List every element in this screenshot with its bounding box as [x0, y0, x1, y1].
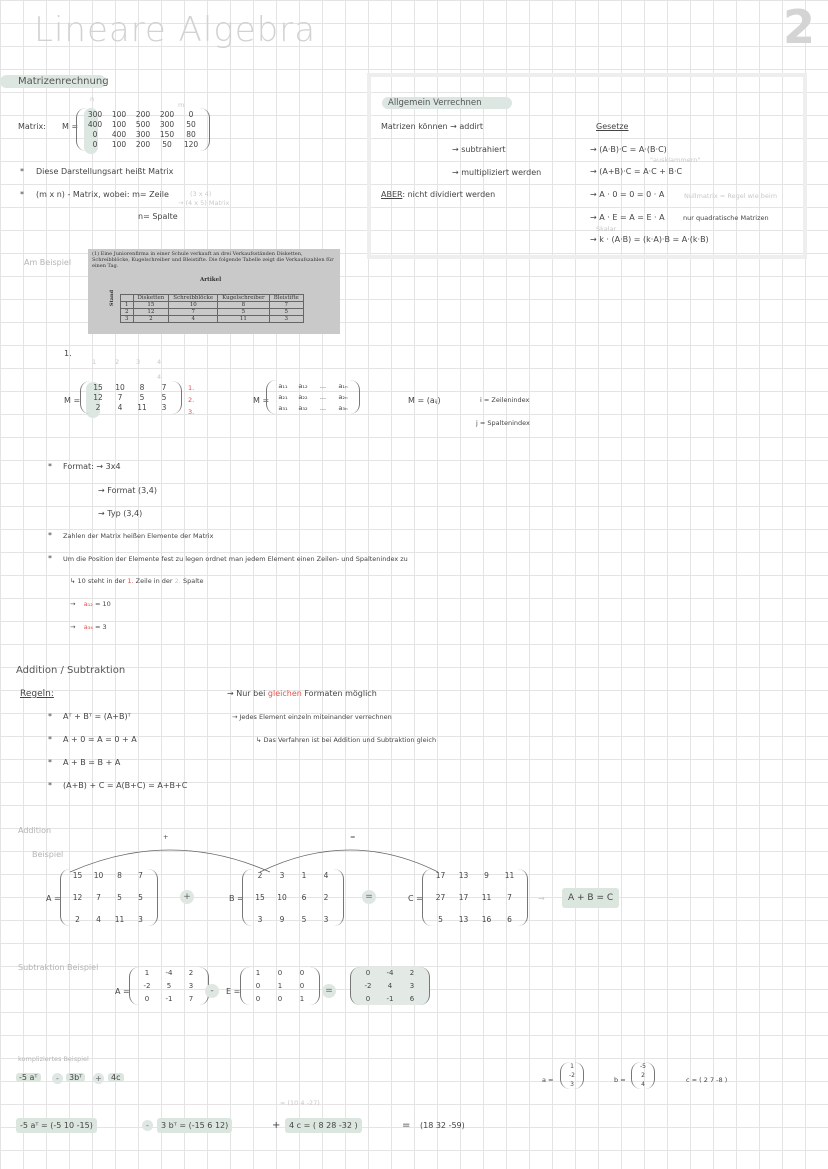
- col-num: 3: [136, 358, 141, 366]
- matrix-cell: a₃₁: [278, 404, 288, 412]
- bullet-mxn: (m x n) - Matrix, wobei: m= Zeile: [36, 190, 169, 199]
- matrix-cell: 2: [323, 893, 329, 902]
- addition-label: Addition: [18, 826, 52, 835]
- example-line: [70, 577, 204, 585]
- matrix-cell: 10: [277, 893, 287, 902]
- line-5a: -5 aᵀ = (-5 10 -15): [16, 1118, 97, 1133]
- matrix-cell: 11: [504, 871, 515, 880]
- vec-cell: -2: [569, 1072, 575, 1079]
- matrix-cell: 5: [139, 393, 145, 402]
- matrix-cell: -1: [386, 995, 394, 1003]
- matrix-cell: 1: [144, 969, 150, 977]
- matrix-cell: 0: [144, 995, 150, 1003]
- sales-matrix: [80, 381, 182, 414]
- plus-operator: +: [180, 890, 194, 904]
- matrix-a: [60, 869, 158, 926]
- table-cell: Disketten: [133, 295, 169, 302]
- matrix-cell: 9: [484, 871, 489, 880]
- matrix-cell: 7: [96, 893, 101, 902]
- note-verfahren: ↳ Das Verfahren ist bei Addition und Subtraktion gleich: [256, 736, 437, 744]
- matrix-cell: 5: [138, 893, 143, 902]
- matrix-cell: 17: [435, 871, 446, 880]
- matrix-cell: 7: [161, 383, 167, 392]
- matrix-a-label: A =: [46, 894, 61, 903]
- annotation-4x5: → (4 x 5) Matrix: [178, 199, 230, 207]
- annotation-intermediate: = (10 4 -27): [280, 1099, 320, 1107]
- matrix-cell: -2: [143, 982, 151, 990]
- matrix-cell: 300: [87, 110, 103, 119]
- matrix-cell: 120: [183, 140, 199, 149]
- page-title: Lineare Algebra: [34, 10, 317, 50]
- matrix-cell: 27: [435, 893, 446, 902]
- matrix-cell: 6: [301, 893, 307, 902]
- matrix-cell: 0: [92, 130, 98, 139]
- vec-cell: 3: [570, 1081, 574, 1088]
- matrix-cell: 500: [135, 120, 151, 129]
- matrix-cell: 4: [323, 871, 329, 880]
- arc-plus-label: +: [163, 833, 169, 841]
- matrix-cell: 0: [299, 982, 305, 990]
- matrix-cell: 8: [117, 871, 122, 880]
- minus-operator: -: [52, 1073, 63, 1084]
- matrix-cell: 5: [301, 915, 307, 924]
- equals-operator: =: [402, 1120, 411, 1131]
- row-num: 3.: [188, 408, 195, 416]
- bullet-star-icon: *: [48, 735, 52, 744]
- bullet-star-icon: *: [48, 554, 52, 563]
- table-cell: 5: [269, 309, 303, 316]
- final-result: (18 32 -59): [420, 1121, 465, 1130]
- table-row: [121, 316, 304, 323]
- matrix-cell: 0: [255, 982, 261, 990]
- matrix-cell: 5: [161, 393, 167, 402]
- matrix-cell: 3: [257, 915, 263, 924]
- table-cell: Bleistifte: [269, 295, 303, 302]
- matrix-b: [242, 869, 344, 926]
- table-cell: 7: [169, 309, 218, 316]
- aij-label: M = (aᵢⱼ): [408, 396, 441, 405]
- vec-cell: 2: [641, 1072, 645, 1079]
- matrix-cell: 11: [114, 915, 125, 924]
- matrix-cell: a₁₁: [278, 382, 288, 390]
- regeln-heading: Regeln:: [20, 689, 54, 699]
- matrix-cell: 10: [115, 383, 125, 392]
- matrix-cell: -1: [165, 995, 173, 1003]
- matrix-cell: 4: [117, 403, 123, 412]
- matrix-cell: 1: [277, 982, 283, 990]
- expr-5a: -5 aᵀ: [16, 1073, 41, 1082]
- minus-operator: -: [205, 984, 219, 998]
- table-row: [121, 295, 304, 302]
- matrix-example: [76, 108, 210, 151]
- matrix-cell: 100: [111, 120, 127, 129]
- table-row: [121, 309, 304, 316]
- arc-eq-label: =: [350, 833, 356, 841]
- scan-title: Artikel: [200, 277, 222, 283]
- page-number: 2: [783, 0, 816, 54]
- aber-label: ABER: [381, 190, 403, 199]
- matrix-cell: 8: [139, 383, 145, 392]
- example-text: Spalte: [182, 577, 204, 585]
- matrix-cell: 6: [409, 995, 415, 1003]
- matrix-cell: 150: [159, 130, 175, 139]
- sub-matrix-a: [129, 967, 209, 1005]
- bullet-star-icon: *: [48, 531, 52, 540]
- general-m-label: M =: [253, 396, 270, 405]
- minus-operator: -: [142, 1120, 153, 1131]
- bullet-elemente: Zahlen der Matrix heißen Elemente der Matrix: [63, 532, 214, 540]
- step-number: 1.: [64, 349, 72, 358]
- arrow-icon: →: [70, 623, 76, 631]
- matrix-cell: ...: [319, 404, 327, 412]
- table-cell: 3: [269, 316, 303, 323]
- regel-1: Aᵀ + Bᵀ = (A+B)ᵀ: [63, 712, 131, 721]
- matrix-cell: 17: [458, 893, 469, 902]
- scan-table: [120, 294, 304, 323]
- format-line: Format: → 3x4: [63, 462, 121, 471]
- table-cell: Kugelschreiber: [218, 295, 270, 302]
- matrix-cell: a₁₂: [298, 382, 308, 390]
- annotation-3x4: (3 x 4): [190, 190, 212, 198]
- matrix-cell: a₁ₙ: [338, 382, 348, 390]
- matrix-cell: 2: [188, 969, 194, 977]
- matrix-cell: a₃ₙ: [338, 404, 348, 412]
- matrix-cell: 16: [481, 915, 492, 924]
- section-heading-matrizenrechnung: Matrizenrechnung: [18, 76, 109, 87]
- example-col-num: 2.: [174, 577, 181, 585]
- allgemein-line4: [381, 190, 495, 199]
- vec-b-label: b =: [614, 1076, 626, 1084]
- matrix-cell: 6: [507, 915, 512, 924]
- gesetz-4: → A · E = A = E · A: [590, 213, 665, 222]
- gesetz-3: → A · 0 = 0 = 0 · A: [590, 190, 665, 199]
- bullet-star-icon: *: [20, 190, 24, 199]
- allgemein-heading: Allgemein Verrechnen: [388, 98, 482, 108]
- matrix-cell: 12: [72, 893, 83, 902]
- matrix-cell: 9: [279, 915, 285, 924]
- matrix-cell: 200: [135, 140, 151, 149]
- col-num: 1: [92, 358, 97, 366]
- example-a12: [70, 600, 111, 608]
- am-beispiel-label: Am Beispiel: [24, 258, 72, 267]
- matrix-cell: 4: [96, 915, 101, 924]
- matrix-cell: 0: [188, 110, 194, 119]
- matrix-cell: -2: [364, 982, 372, 990]
- vec-a-label: a =: [542, 1076, 554, 1084]
- allgemein-line2: → subtrahiert: [452, 145, 506, 154]
- section-heading-addsub: Addition / Subtraktion: [16, 665, 126, 676]
- bullet-star-icon: *: [48, 781, 52, 790]
- addition-arcs: [60, 834, 450, 874]
- table-cell: 7: [269, 302, 303, 309]
- matrix-cell: 15: [93, 383, 103, 392]
- matrix-cell: 50: [162, 140, 172, 149]
- matrix-c-label: C =: [408, 894, 423, 903]
- matrix-top-m: m: [178, 101, 185, 109]
- regel-4: (A+B) + C = A(B+C) = A+B+C: [63, 781, 188, 790]
- kompliziert-label: kompliziertes Beispiel: [18, 1055, 89, 1063]
- note-text: Formaten möglich: [304, 689, 377, 698]
- matrix-m-label: M =: [62, 122, 79, 131]
- plus-operator: +: [93, 1073, 104, 1084]
- matrix-cell: 0: [255, 995, 261, 1003]
- table-cell: 1: [121, 302, 134, 309]
- equals-operator: =: [362, 890, 376, 904]
- gesetz-5: → k · (A·B) = (k·A)·B = A·(k·B): [590, 235, 709, 244]
- matrix-cell: 5: [166, 982, 172, 990]
- matrix-cell: 100: [111, 110, 127, 119]
- matrix-cell: 3: [188, 982, 194, 990]
- bullet-star-icon: *: [48, 758, 52, 767]
- matrix-cell: a₂ₙ: [338, 393, 348, 401]
- a12-symbol: a₁₂: [83, 600, 93, 608]
- matrix-cell: 400: [87, 120, 103, 129]
- table-cell: 5: [218, 309, 270, 316]
- j-index: j = Spaltenindex: [476, 419, 530, 427]
- note-highlight: gleichen: [267, 689, 302, 698]
- matrix-cell: 2: [409, 969, 415, 977]
- matrix-cell: 300: [135, 130, 151, 139]
- matrix-b-label: B =: [229, 894, 244, 903]
- matrix-cell: 7: [138, 871, 143, 880]
- matrix-cell: 7: [188, 995, 194, 1003]
- matrix-cell: 0: [277, 969, 283, 977]
- table-cell: 8: [218, 302, 270, 309]
- table-cell: 3: [121, 316, 134, 323]
- result-arrow-icon: →: [538, 894, 545, 903]
- matrix-cell: 2: [257, 871, 263, 880]
- matrix-cell: -4: [165, 969, 173, 977]
- arrow-icon: →: [70, 600, 76, 608]
- matrix-cell: 200: [159, 110, 175, 119]
- bullet-star-icon: *: [48, 462, 52, 471]
- expr-4c: 4c: [108, 1073, 124, 1082]
- matrix-cell: 15: [72, 871, 83, 880]
- line-4c: 4 c = ( 8 28 -32 ): [285, 1118, 362, 1133]
- example-a34: [70, 623, 107, 631]
- table-cell: [121, 295, 134, 302]
- gesetz-4-note: nur quadratische Matrizen: [683, 214, 769, 222]
- format-line-3: → Typ (3,4): [98, 509, 143, 518]
- matrix-cell: 11: [481, 893, 492, 902]
- note-text: → Nur bei: [227, 689, 266, 698]
- col-num: 4: [157, 358, 162, 366]
- matrix-cell: 5: [438, 915, 443, 924]
- a34-value: = 3: [95, 623, 107, 631]
- matrix-cell: 15: [255, 893, 265, 902]
- example-text: Zeile in der: [135, 577, 173, 585]
- i-index: i = Zeilenindex: [480, 396, 530, 404]
- example-row-num: 1.: [127, 577, 134, 585]
- note-jedes-element: → Jedes Element einzeln miteinander verrechnen: [232, 713, 392, 721]
- row-num: 1.: [188, 384, 195, 392]
- matrix-cell: 13: [458, 915, 469, 924]
- matrix-cell: ...: [319, 382, 327, 390]
- example-text: ↳ 10 steht in der: [70, 577, 126, 585]
- a34-symbol: a₃₄: [83, 623, 93, 631]
- table-cell: 4: [169, 316, 218, 323]
- sub-e-label: E =: [226, 987, 241, 996]
- bullet-star-icon: *: [20, 167, 24, 176]
- matrix-cell: 0: [299, 969, 305, 977]
- sub-matrix-e: [240, 967, 320, 1005]
- sub-a-label: A =: [115, 987, 130, 996]
- vec-cell: -5: [640, 1063, 646, 1070]
- matrix-cell: 1: [255, 969, 261, 977]
- matrix-cell: 11: [137, 403, 147, 412]
- regel-3: A + B = B + A: [63, 758, 121, 767]
- gesetz-5-note: Skalar: [596, 225, 617, 233]
- allgemein-line3: → multipliziert werden: [452, 168, 542, 177]
- gesetz-3-note: Nullmatrix = Regel wie beim: [684, 192, 778, 200]
- matrix-top-n: n: [90, 95, 95, 103]
- matrix-cell: 300: [159, 120, 175, 129]
- matrix-cell: 3: [409, 982, 415, 990]
- expr-3b: 3bᵀ: [66, 1073, 85, 1082]
- gesetz-1: → (A·B)·C = A·(B·C): [590, 145, 667, 154]
- equals-operator: =: [322, 984, 336, 998]
- matrix-cell: 200: [135, 110, 151, 119]
- result-box: A + B = C: [562, 888, 619, 908]
- aber-text: : nicht dividiert werden: [402, 190, 496, 199]
- gesetz-2: → (A+B)·C = A·C + B·C: [590, 167, 683, 176]
- col-num: 2: [115, 358, 120, 366]
- scan-side-label: Stand: [109, 289, 116, 307]
- scan-text: (1) Eine Juniorenfirma in einer Schule verkauft an drei Verkaufsständen Disketten, Schreibblöcke, Kugelschreiber und Bleistifte. Die folgende Tabelle zeigt die Verkaufszahlen für einen Tag.: [92, 251, 334, 269]
- gesetze-heading: Gesetze: [596, 122, 629, 131]
- matrix-cell: 7: [507, 893, 512, 902]
- matrix-cell: 100: [111, 140, 127, 149]
- note-gleichen: [227, 689, 377, 698]
- vec-b: [631, 1062, 655, 1089]
- matrix-cell: 0: [365, 969, 371, 977]
- scanned-exercise: [88, 249, 340, 334]
- matrix-cell: 3: [323, 915, 329, 924]
- matrix-cell: 5: [117, 893, 122, 902]
- matrix-cell: ...: [319, 393, 327, 401]
- vec-a: [560, 1062, 584, 1089]
- matrix-cell: 1: [301, 871, 307, 880]
- sub-matrix-result: [350, 967, 430, 1005]
- bullet-star-icon: *: [48, 712, 52, 721]
- table-cell: Schreibblöcke: [169, 295, 218, 302]
- matrix-cell: 400: [111, 130, 127, 139]
- a12-value: = 10: [95, 600, 111, 608]
- matrix-cell: 3: [138, 915, 143, 924]
- vec-cell: 4: [641, 1081, 645, 1088]
- matrix-cell: 3: [279, 871, 285, 880]
- matrix-label: Matrix:: [18, 122, 46, 131]
- matrix-cell: 0: [365, 995, 371, 1003]
- table-cell: 12: [133, 309, 169, 316]
- matrix-cell: 13: [458, 871, 469, 880]
- matrix-cell: 0: [277, 995, 283, 1003]
- table-cell: 2: [133, 316, 169, 323]
- regel-2: A + 0 = A = 0 + A: [63, 735, 137, 744]
- matrix-cell: 80: [186, 130, 196, 139]
- subtraktion-label: Subtraktion Beispiel: [18, 963, 99, 972]
- matrix-cell: 50: [186, 120, 196, 129]
- vec-c: c = ( 2 7 -8 ): [686, 1076, 728, 1084]
- matrix-cell: a₂₂: [298, 393, 308, 401]
- row-num: 2.: [188, 396, 195, 404]
- general-matrix: [266, 380, 360, 414]
- plus-operator: +: [272, 1120, 281, 1131]
- matrix-cell: 2: [75, 915, 80, 924]
- bullet-spalte: n= Spalte: [138, 212, 178, 221]
- table-cell: 2: [121, 309, 134, 316]
- allgemein-line1: Matrizen können → addirt: [381, 122, 484, 131]
- matrix-cell: a₂₁: [278, 393, 288, 401]
- matrix-c: [422, 869, 528, 926]
- bullet-darstellungsart: Diese Darstellungsart heißt Matrix: [36, 167, 174, 176]
- bullet-position: Um die Position der Elemente fest zu legen ordnet man jedem Element einen Zeilen- und Spaltenindex zu: [63, 555, 408, 563]
- matrix-cell: 10: [93, 871, 104, 880]
- table-cell: 11: [218, 316, 270, 323]
- matrix-cell: a₃₂: [298, 404, 308, 412]
- matrix-cell: 4: [387, 982, 393, 990]
- gesetz-2-note: "ausklammern": [650, 156, 701, 164]
- vec-cell: 1: [570, 1063, 574, 1070]
- addition-beispiel-label: Beispiel: [32, 850, 64, 859]
- matrix-cell: 3: [161, 403, 167, 412]
- matrix-cell: 7: [117, 393, 123, 402]
- matrix-cell: 0: [92, 140, 98, 149]
- matrix-cell: -4: [386, 969, 394, 977]
- table-row: [121, 302, 304, 309]
- matrix-cell: 1: [299, 995, 305, 1003]
- table-cell: 10: [169, 302, 218, 309]
- table-cell: 15: [133, 302, 169, 309]
- line-3b: 3 bᵀ = (-15 6 12): [157, 1118, 232, 1133]
- matrix-cell: 12: [93, 393, 103, 402]
- format-line-2: → Format (3,4): [98, 486, 157, 495]
- m-label: M =: [64, 396, 81, 405]
- matrix-cell: 2: [95, 403, 101, 412]
- sub-n: 4: [157, 373, 162, 381]
